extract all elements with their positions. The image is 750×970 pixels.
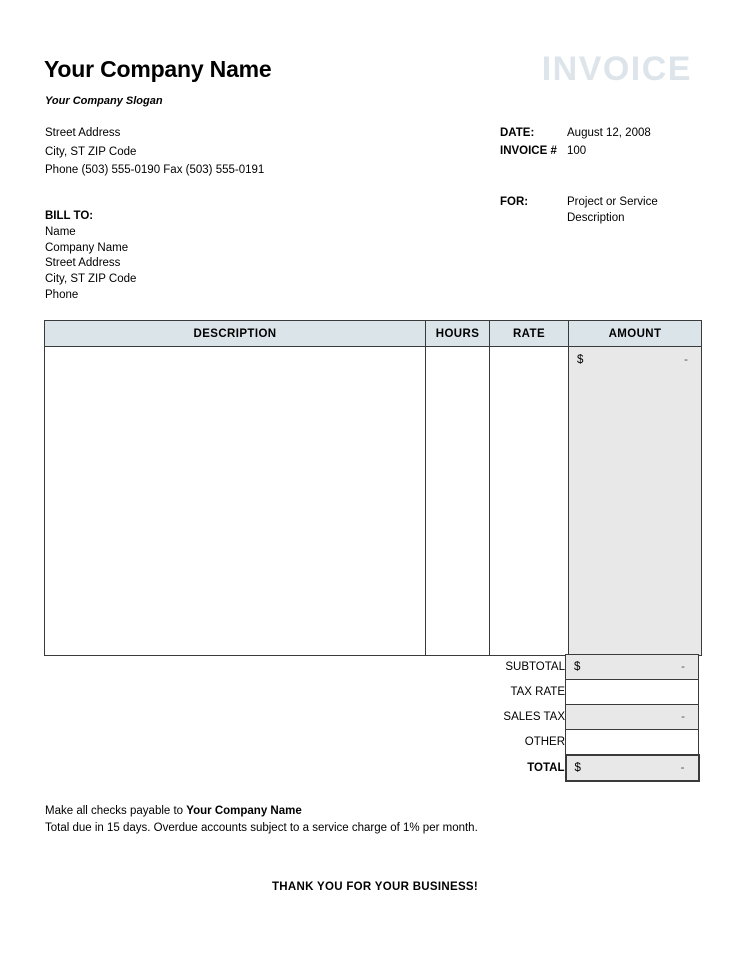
bill-to-title: BILL TO: bbox=[45, 210, 94, 222]
subtotal-amount: - bbox=[681, 661, 685, 673]
total-label: TOTAL bbox=[527, 762, 565, 774]
company-address bbox=[45, 124, 264, 180]
totals-spacer bbox=[44, 655, 463, 680]
column-header-description: DESCRIPTION bbox=[45, 321, 426, 347]
cell-hours[interactable] bbox=[426, 347, 490, 656]
invoice-number-row bbox=[500, 142, 651, 160]
payment-terms: Total due in 15 days. Overdue accounts subject to a service charge of 1% per month. bbox=[45, 821, 478, 834]
sales-tax-label: SALES TAX bbox=[503, 711, 565, 723]
tax-rate-value[interactable] bbox=[566, 680, 699, 705]
cell-description[interactable] bbox=[45, 347, 426, 656]
other-label: OTHER bbox=[524, 736, 565, 749]
for-block bbox=[500, 194, 658, 226]
total-value[interactable] bbox=[566, 755, 699, 781]
company-address-line2: City, ST ZIP Code bbox=[45, 145, 137, 158]
total-currency-symbol: $ bbox=[574, 762, 581, 774]
table-header-row bbox=[45, 321, 702, 347]
totals-spacer bbox=[44, 755, 463, 781]
footer-notes bbox=[45, 803, 478, 836]
totals-row-total bbox=[44, 755, 699, 781]
bill-to-line5[interactable]: Phone bbox=[45, 288, 79, 301]
invoice-number-value[interactable]: 100 bbox=[567, 145, 587, 157]
sales-tax-value[interactable] bbox=[566, 705, 699, 730]
amount-value: - bbox=[684, 354, 688, 366]
date-value[interactable]: August 12, 2008 bbox=[567, 127, 651, 139]
cell-rate[interactable] bbox=[490, 347, 569, 656]
tax-rate-label: TAX RATE bbox=[510, 686, 565, 698]
date-row bbox=[500, 124, 651, 142]
payable-company: Your Company Name bbox=[186, 805, 302, 817]
date-label: DATE: bbox=[500, 127, 535, 139]
company-address-line1: Street Address bbox=[45, 127, 121, 139]
cell-amount[interactable] bbox=[569, 347, 702, 656]
column-header-rate: RATE bbox=[490, 321, 569, 347]
for-label: FOR: bbox=[500, 196, 529, 208]
totals-table bbox=[44, 654, 700, 782]
column-header-amount: AMOUNT bbox=[569, 321, 702, 347]
table-row bbox=[45, 347, 702, 656]
for-line1: Project or Service bbox=[567, 196, 658, 208]
invoice-number-label: INVOICE # bbox=[500, 145, 557, 157]
totals-spacer bbox=[44, 680, 463, 705]
company-name: Your Company Name bbox=[44, 56, 272, 82]
bill-to-line3[interactable]: Street Address bbox=[45, 257, 121, 270]
totals-row-tax-rate bbox=[44, 680, 699, 705]
totals-row-subtotal bbox=[44, 655, 699, 680]
company-address-line3: Phone (503) 555-0190 Fax (503) 555-0191 bbox=[45, 164, 265, 176]
subtotal-value[interactable] bbox=[566, 655, 699, 680]
totals-row-sales-tax bbox=[44, 705, 699, 730]
totals-row-other bbox=[44, 730, 699, 756]
payable-prefix: Make all checks payable to bbox=[45, 805, 187, 817]
invoice-meta bbox=[500, 124, 651, 160]
totals-spacer bbox=[44, 730, 463, 756]
invoice-watermark-title: INVOICE bbox=[541, 50, 692, 88]
subtotal-currency-symbol: $ bbox=[574, 661, 581, 673]
line-items-table bbox=[44, 320, 702, 656]
subtotal-label: SUBTOTAL bbox=[505, 661, 565, 673]
thank-you-message: THANK YOU FOR YOUR BUSINESS! bbox=[271, 881, 479, 893]
amount-currency-symbol: $ bbox=[577, 354, 584, 366]
column-header-hours: HOURS bbox=[426, 321, 490, 347]
bill-to-line4[interactable]: City, ST ZIP Code bbox=[45, 273, 137, 286]
for-value[interactable] bbox=[567, 194, 658, 226]
bill-to-line1[interactable]: Name bbox=[45, 225, 76, 238]
company-slogan: Your Company Slogan bbox=[45, 95, 163, 107]
totals-spacer bbox=[44, 705, 463, 730]
bill-to-block bbox=[45, 209, 136, 304]
for-line2: Description bbox=[567, 212, 625, 224]
bill-to-line2[interactable]: Company Name bbox=[45, 241, 129, 254]
total-amount: - bbox=[680, 762, 685, 774]
payable-line bbox=[45, 803, 478, 820]
other-value[interactable] bbox=[566, 730, 699, 756]
sales-tax-amount: - bbox=[681, 711, 685, 723]
